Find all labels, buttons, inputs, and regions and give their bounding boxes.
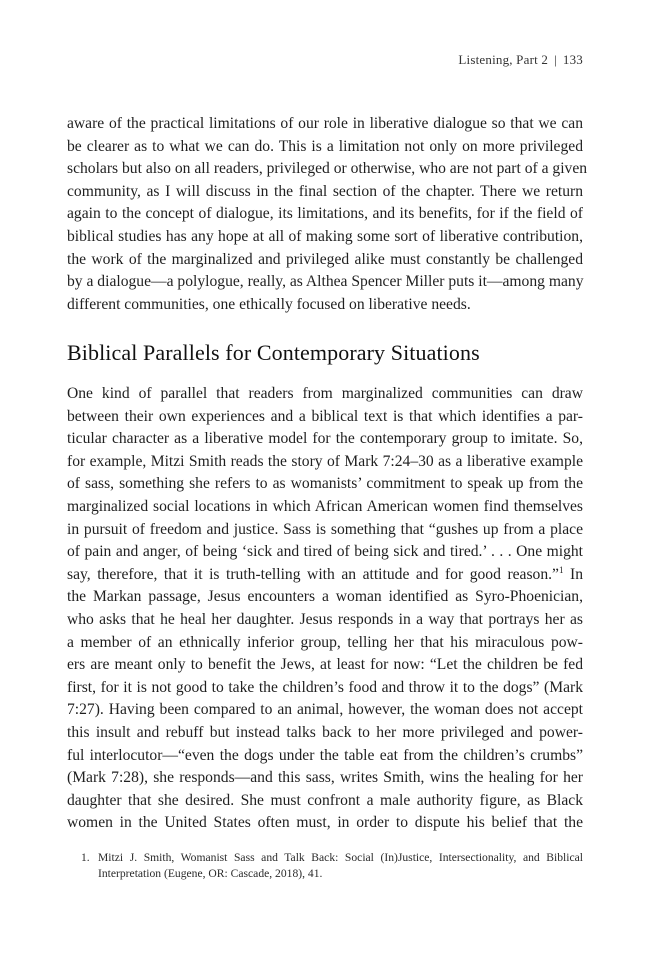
running-head-separator: | [554,52,557,67]
paragraph-line: (Mark 7:28), she responds—and this sass, writes Smith, wins the healing for her [67,769,583,787]
paragraph-line: the Markan passage, Jesus encounters a woman identified as Syro-Phoenician, [67,588,583,606]
paragraph-line: again to the concept of dialogue, its limitations, and its benefits, for if the field of [67,205,583,223]
paragraph-body [67,383,583,835]
footnote-number: 1. [81,851,90,864]
paragraph-line: women in the United States often must, in order to dispute his belief that the [67,814,583,832]
paragraph-line: who asks that he heal her daughter. Jesus responds in a way that portrays her as [67,610,583,628]
paragraph-line: marginalized social locations in which African American women find themselves [67,497,583,515]
footnote-line: Mitzi J. Smith, Womanist Sass and Talk Back: Social (In)Justice, Intersectionality, and Biblical [98,851,583,864]
page-number: 133 [562,52,583,67]
paragraph-line: of sass, something she refers to as womanists’ commitment to speak up from the [67,475,583,493]
paragraph-line: in pursuit of freedom and justice. Sass is something that “gushes up from a place [67,520,583,538]
paragraph-line: aware of the practical limitations of our role in liberative dialogue so that we can [67,115,583,132]
paragraph-line: of pain and anger, of being ‘sick and tired of being sick and tired.’ . . . One might [67,543,583,561]
paragraph-continuation [67,113,588,316]
paragraph-line: ful interlocutor—“even the dogs under the table eat from the children’s crumbs” [67,746,583,764]
paragraph-line: for example, Mitzi Smith reads the story of Mark 7:24–30 as a liberative example [67,452,583,470]
footnote [81,850,583,881]
running-head-title: Listening, Part 2 [458,52,549,67]
paragraph-line: this insult and rebuff but instead talks back to her more privileged and power- [67,723,583,741]
paragraph-line-with-footnote [67,564,583,587]
paragraph-line: a member of an ethnically inferior group, telling her that his miraculous pow- [67,633,583,651]
paragraph-line: different communities, one ethically focused on liberative needs. [67,295,471,313]
paragraph-line: ticular character as a liberative model for the contemporary group to imitate. So, [67,430,583,448]
paragraph-line: between their own experiences and a biblical text is that which identifies a par- [67,407,583,425]
paragraph-line-tail: In [563,565,584,583]
paragraph-line: by a dialogue—a polylogue, really, as Althea Spencer Miller puts it—among many [67,273,584,291]
paragraph-line: community, as I will discuss in the final section of the chapter. There we return [67,182,583,200]
footnote-line: Interpretation (Eugene, OR: Cascade, 2018), 41. [98,866,323,880]
footnote-text [81,850,583,881]
paragraph-line: daughter that she desired. She must confront a male authority figure, as Black [67,791,583,809]
section-heading: Biblical Parallels for Contemporary Situations [67,340,480,365]
paragraph-line: ers are meant only to benefit the Jews, at least for now: “Let the children be fed [67,656,583,674]
running-head [458,52,583,68]
paragraph-line: the work of the marginalized and privileged alike must constantly be challenged [67,250,583,268]
paragraph-line: biblical studies has any hope at all of making some sort of liberative contribution, [67,227,583,245]
footnote-reference[interactable]: 1 [558,564,564,575]
paragraph-line: first, for it is not good to take the children’s food and throw it to the dogs” (Mark [67,678,583,696]
paragraph-line: 7:27). Having been compared to an animal, however, the woman does not accept [67,701,583,719]
paragraph-line: scholars but also on all readers, privileged or otherwise, who are not part of a given [67,160,588,178]
paragraph-line-text: say, therefore, that it is truth-telling with an attitude and for good reason.” [67,565,559,583]
paragraph-line: be clearer as to what we can do. This is a limitation not only on more privileged [67,137,583,155]
paragraph-line: One kind of parallel that readers from marginalized communities can draw [67,385,583,402]
